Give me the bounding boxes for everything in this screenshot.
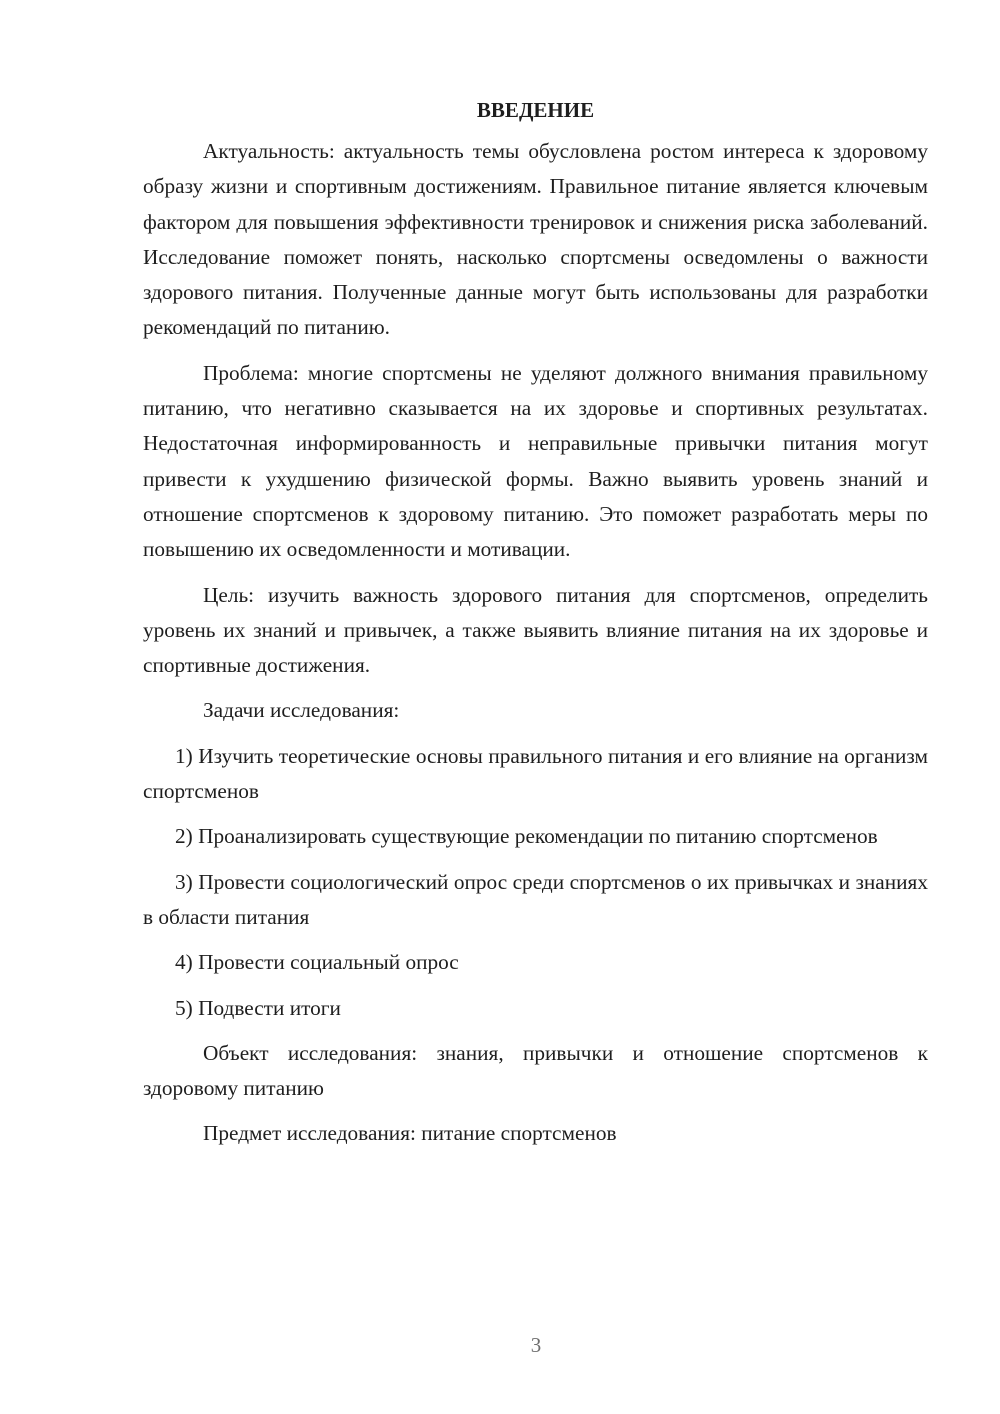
task-item-3: 3) Провести социологический опрос среди спортсменов о их привычках и знаниях в области питания (143, 869, 928, 929)
task-item-1: 1) Изучить теоретические основы правильного питания и его влияние на организм спортсменов (143, 743, 928, 804)
page-heading: ВВЕДЕНИЕ (476, 98, 595, 122)
subject-paragraph: Предмет исследования: питание спортсменов (203, 1121, 617, 1146)
task-item-4: 4) Провести социальный опрос (175, 950, 459, 975)
relevance-paragraph: Актуальность: актуальность темы обусловлена ростом интереса к здоровому образу жизни и спортивным достижениям. Правильное питание является ключевым фактором для повышения эффективности тренировок и снижения риска заболеваний. Исследование поможет понять, насколько спортсмены осведомлены о важности здорового питания. Полученные данные могут быть использованы для разработки рекомендаций по питанию. (143, 139, 928, 340)
goal-paragraph: Цель: изучить важность здорового питания для спортсменов, определить уровень их знаний и привычек, а также выявить влияние питания на их здоровье и спортивные достижения. (143, 582, 928, 678)
page-content (143, 93, 928, 1162)
task-item-2: 2) Проанализировать существующие рекомендации по питанию спортсменов (175, 824, 878, 849)
page-number: 3 (530, 1333, 542, 1357)
tasks-title: Задачи исследования: (203, 698, 400, 723)
object-paragraph: Объект исследования: знания, привычки и отношение спортсменов к здоровому питанию (143, 1040, 928, 1101)
problem-paragraph: Проблема: многие спортсмены не уделяют должного внимания правильному питанию, что негативно сказывается на их здоровье и спортивных результатах. Недостаточная информированность и неправильные привычки питания могут привести к ухудшению физической формы. Важно выявить уровень знаний и отношение спортсменов к здоровому питанию. Это поможет разработать меры по повышению их осведомленности и мотивации. (143, 360, 928, 562)
task-item-5: 5) Подвести итоги (175, 995, 341, 1020)
